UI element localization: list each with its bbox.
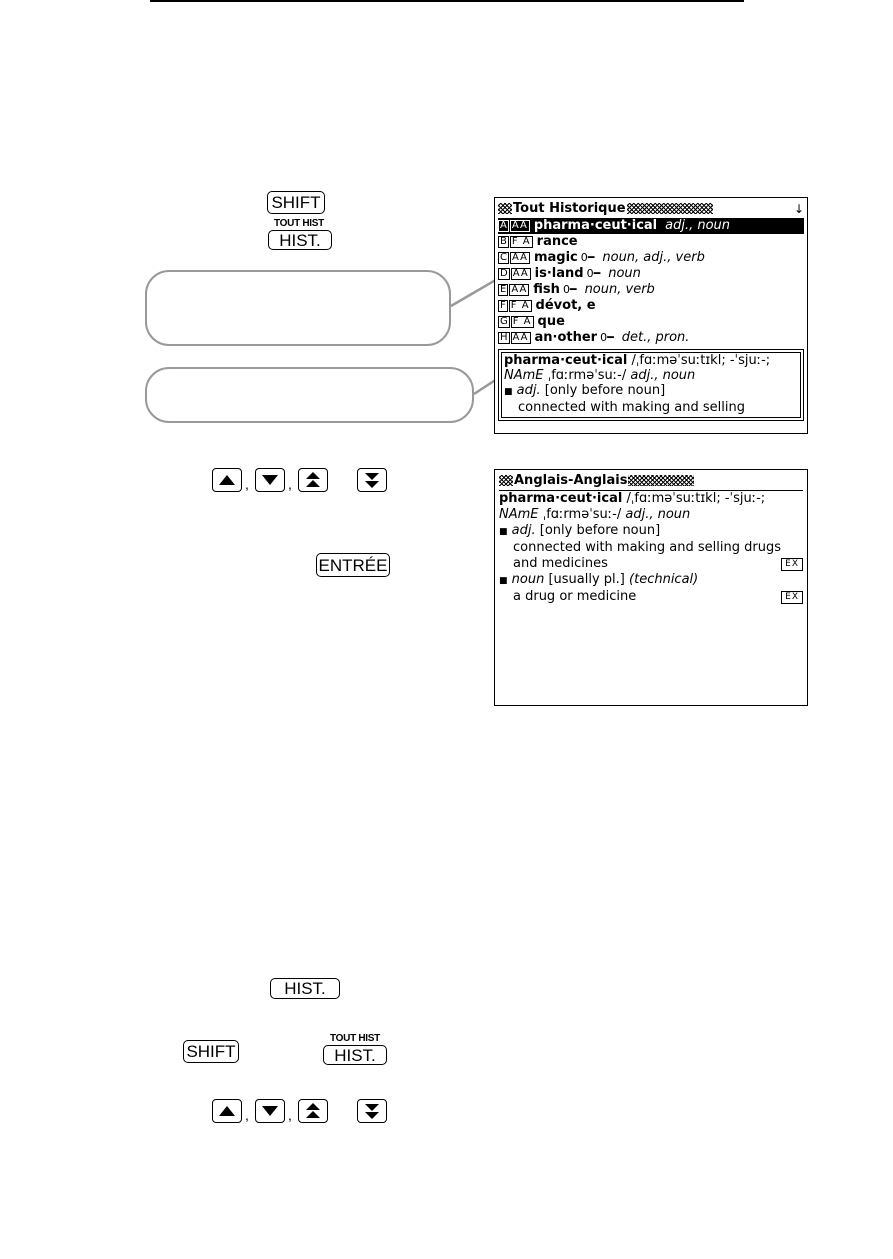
entry-pron2: ˌfɑːrməˈsuː-/: [542, 507, 622, 522]
header-hatch-right: [628, 475, 694, 486]
shift-key[interactable]: SHIFT: [267, 191, 325, 214]
row-pos: det., pron.: [621, 330, 690, 345]
bullet-icon: ■: [504, 387, 513, 397]
down-arrow-icon: [261, 1105, 279, 1117]
key-separator: ,: [288, 1107, 292, 1123]
sense2-pos: noun: [511, 572, 545, 587]
preview-sense-text: connected with making and selling: [518, 400, 745, 415]
page-down-icon: [363, 1102, 381, 1120]
sense1-note: [only before noun]: [539, 523, 661, 538]
example-button[interactable]: EX: [781, 558, 803, 571]
row-headword: dévot, e: [535, 298, 596, 313]
key-word-icon: 0━: [562, 283, 577, 296]
page-up-key[interactable]: [298, 468, 328, 492]
history-row[interactable]: [498, 234, 804, 250]
history-title: Tout Historique: [513, 200, 626, 216]
history-list: [498, 218, 804, 346]
page-down-key-lower[interactable]: [357, 1099, 387, 1123]
up-arrow-icon: [218, 1105, 236, 1117]
row-letter: C: [500, 252, 507, 263]
history-row[interactable]: [498, 250, 804, 266]
row-headword: pharma·ceut·ical: [533, 218, 658, 233]
up-key[interactable]: [212, 468, 242, 492]
key-separator: ,: [245, 476, 249, 492]
entree-key[interactable]: ENTRÉE: [316, 553, 390, 577]
shift-key-lower[interactable]: SHIFT: [183, 1040, 239, 1063]
preview-sense-note: [only before noun]: [544, 383, 666, 398]
preview-pos: adj., noun: [630, 368, 696, 383]
preview-name-label: NAmE: [504, 368, 544, 383]
dictionary-header: [499, 472, 803, 489]
page-up-icon: [304, 471, 322, 489]
preview-pron2: ˌfɑːrməˈsuː-/: [547, 368, 627, 383]
preview-pron1: /ˌfɑːməˈsuːtɪkl; -ˈsjuː-;: [631, 353, 771, 368]
row-pos: noun, verb: [584, 282, 655, 297]
hist-key-lower-2[interactable]: HIST.: [323, 1045, 387, 1065]
page-up-key-lower[interactable]: [298, 1099, 328, 1123]
row-pos: adj., noun: [665, 218, 731, 233]
history-row[interactable]: [498, 266, 804, 282]
entry-pron1: /ˌfɑːməˈsuːtɪkl; -ˈsjuː-;: [626, 491, 766, 506]
history-row[interactable]: [498, 282, 804, 298]
row-pos: noun: [608, 266, 641, 281]
tout-hist-label: TOUT HIST: [274, 218, 324, 229]
down-arrow-icon: [261, 474, 279, 486]
row-headword: r​ance: [536, 234, 578, 249]
row-headword: an·other: [534, 330, 598, 345]
row-headword: is·land: [534, 266, 584, 281]
key-word-icon: 0━: [580, 251, 595, 264]
header-hatch-right: [627, 203, 713, 214]
row-dict-tag: AA: [512, 268, 529, 279]
sense2-line1: a drug or medicine: [513, 589, 637, 604]
header-hatch-left: [499, 475, 513, 486]
entry-headword: pharma·ceut·ical: [499, 491, 623, 506]
row-dict-tag: AA: [511, 284, 528, 295]
row-dict-tag: AA: [511, 252, 528, 263]
row-pos: noun, adj., verb: [602, 250, 705, 265]
history-screen: [494, 197, 808, 434]
example-button[interactable]: EX: [781, 591, 803, 604]
header-hatch-left: [498, 203, 512, 214]
bullet-icon: ■: [499, 576, 508, 586]
sense2-tech: (technical): [629, 572, 699, 587]
entry-pos: adj., noun: [625, 507, 691, 522]
history-row[interactable]: [498, 298, 804, 314]
sense1-pos: adj.: [511, 523, 536, 538]
key-word-icon: 0━: [586, 267, 601, 280]
dictionary-screen: [494, 469, 808, 706]
history-row[interactable]: [498, 218, 804, 234]
page-up-icon: [304, 1102, 322, 1120]
row-letter: B: [500, 236, 507, 247]
row-letter: F: [500, 300, 506, 311]
row-letter: D: [500, 268, 508, 279]
row-headword: que: [537, 314, 565, 329]
preview-headword: pharma·ceut·ical: [504, 353, 628, 368]
row-letter: G: [500, 316, 508, 327]
key-word-icon: 0━: [600, 331, 614, 344]
hist-key-lower[interactable]: HIST.: [270, 978, 340, 999]
scroll-down-icon: ↓: [793, 201, 804, 216]
row-dict-tag: F A: [510, 300, 530, 311]
row-headword: fish: [533, 282, 560, 297]
page-down-icon: [363, 471, 381, 489]
up-key-lower[interactable]: [212, 1099, 242, 1123]
row-headword: magic: [533, 250, 578, 265]
key-separator: ,: [288, 476, 292, 492]
history-row[interactable]: [498, 330, 804, 346]
row-letter: A: [500, 220, 507, 231]
preview-pane: [498, 349, 804, 421]
tout-hist-label-lower: TOUT HIST: [330, 1033, 380, 1044]
entry-name-label: NAmE: [499, 507, 539, 522]
bullet-icon: ■: [499, 527, 508, 537]
row-dict-tag: AA: [512, 332, 529, 343]
sense1-line1: connected with making and selling drugs: [513, 540, 781, 555]
row-letter: E: [500, 284, 507, 295]
sense1-line2: and medicines: [513, 556, 608, 571]
history-header: [498, 200, 804, 217]
up-arrow-icon: [218, 474, 236, 486]
down-key-lower[interactable]: [255, 1099, 285, 1123]
row-dict-tag: F A: [511, 236, 531, 247]
preview-sense-pos: adj.: [516, 383, 541, 398]
down-key[interactable]: [255, 468, 285, 492]
row-dict-tag: F A: [512, 316, 532, 327]
row-letter: H: [500, 332, 508, 343]
hist-key[interactable]: HIST.: [268, 230, 332, 250]
page-down-key[interactable]: [357, 468, 387, 492]
key-separator: ,: [245, 1107, 249, 1123]
row-dict-tag: AA: [511, 220, 528, 231]
dictionary-title: Anglais-Anglais: [514, 472, 628, 488]
sense2-note: [usually pl.]: [548, 572, 625, 587]
history-row[interactable]: [498, 314, 804, 330]
